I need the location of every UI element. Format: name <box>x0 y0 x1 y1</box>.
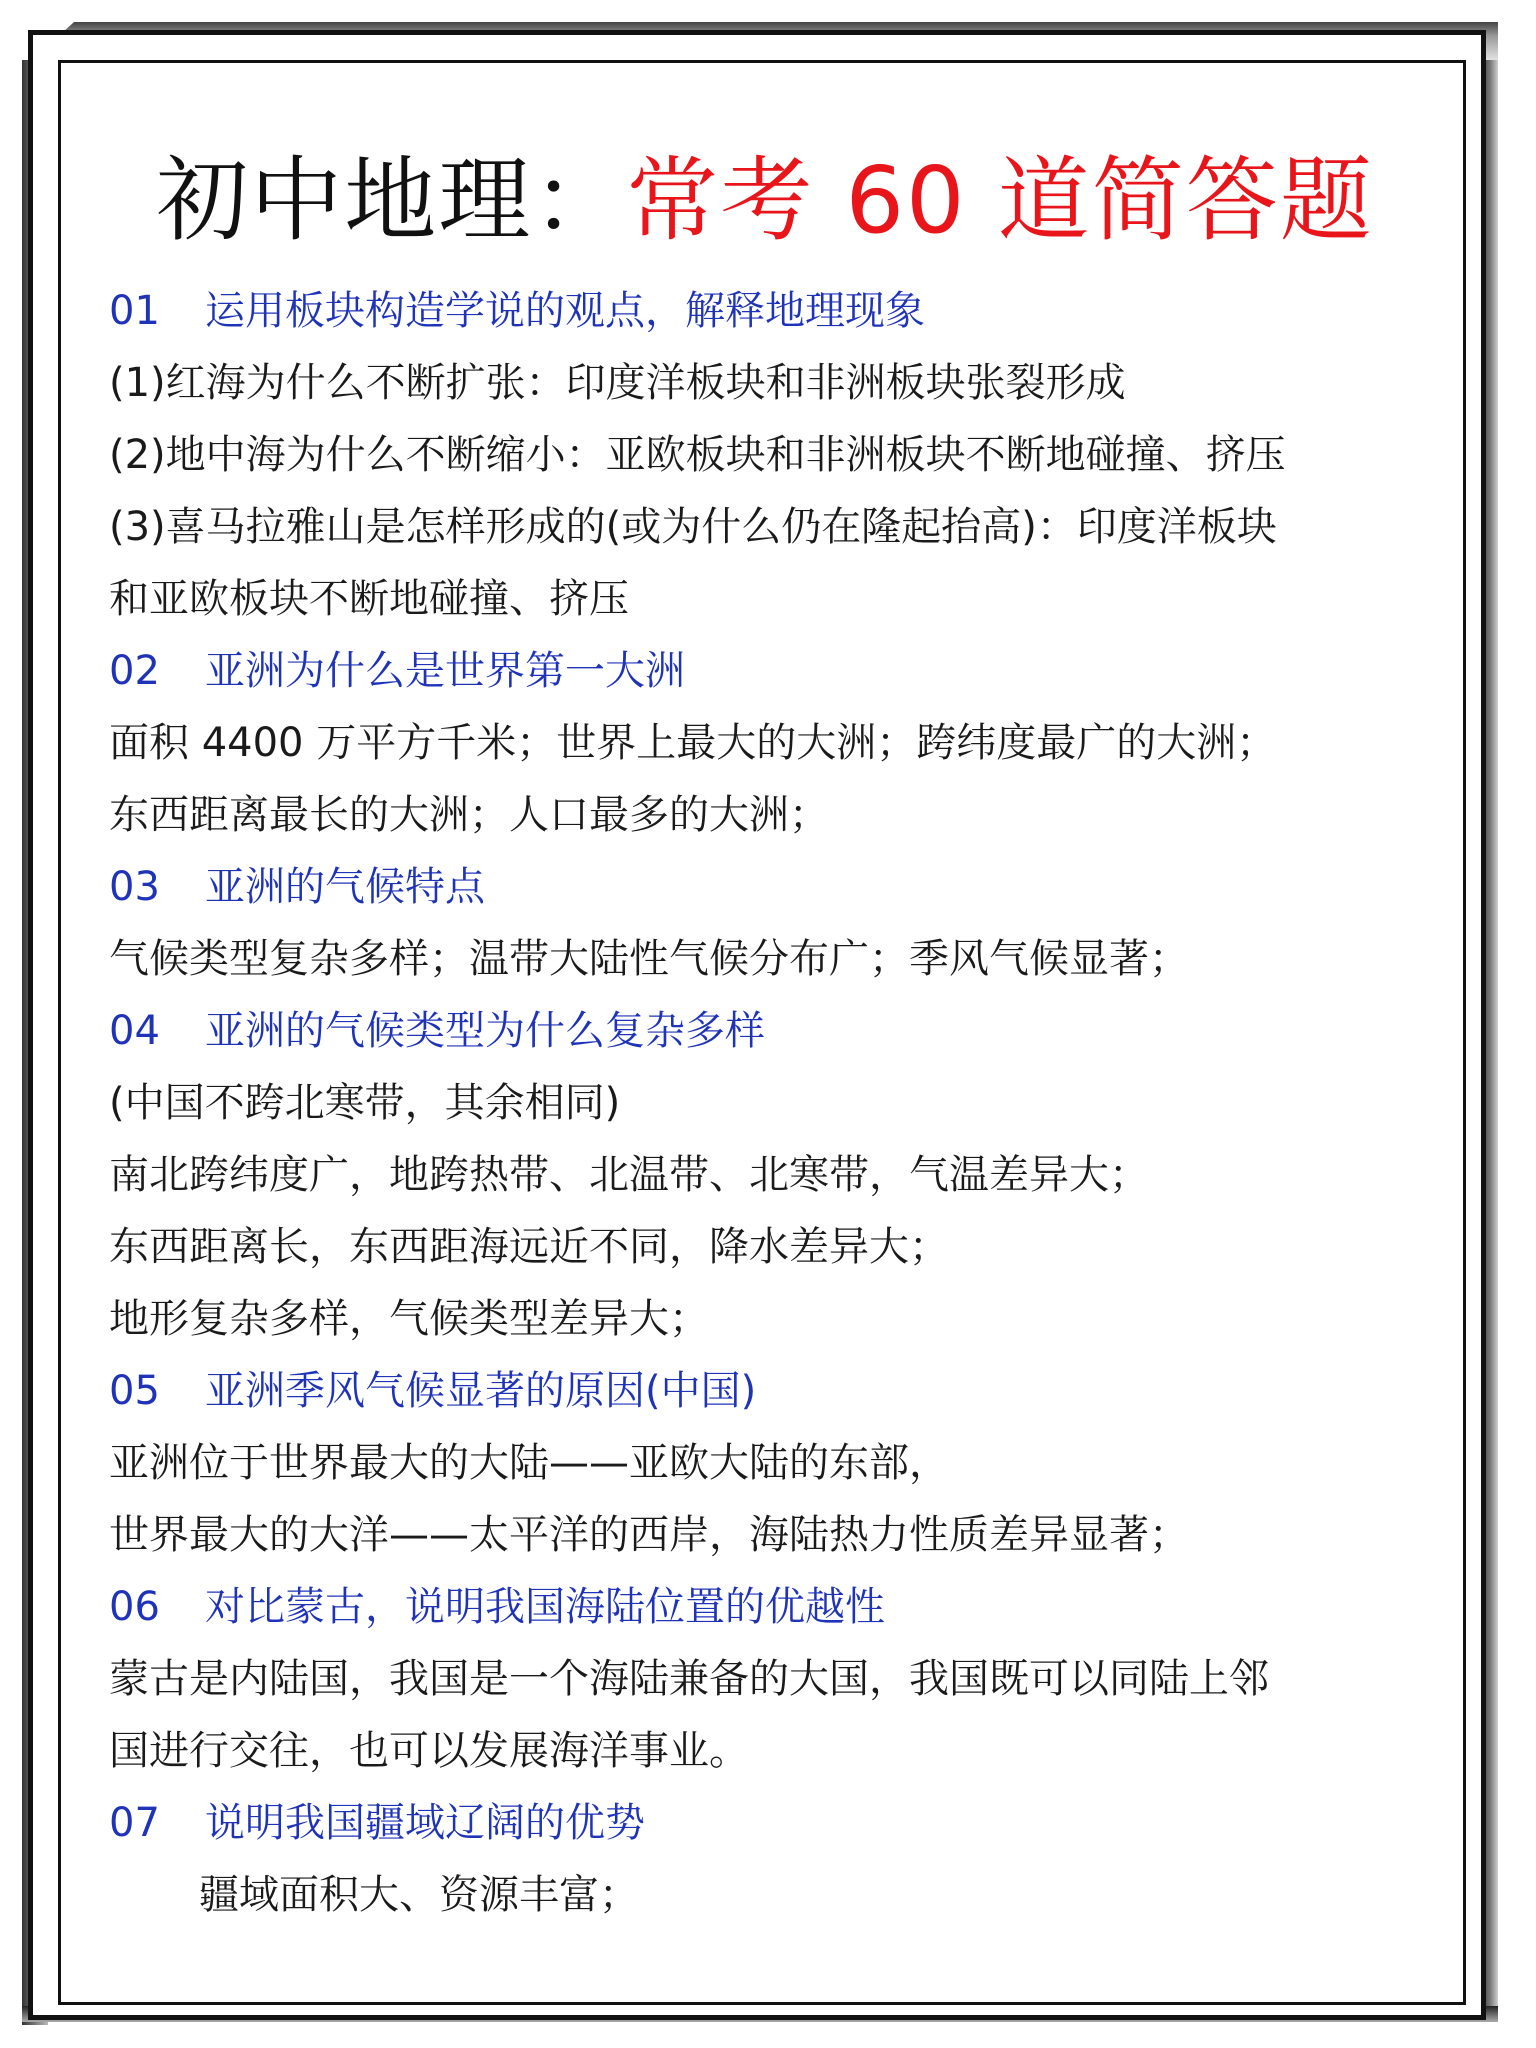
answer-line: (2)地中海为什么不断缩小：亚欧板块和非洲板块不断地碰撞、挤压 <box>109 432 1286 478</box>
question-number: 06 <box>109 1584 160 1630</box>
answer-line: 南北跨纬度广，地跨热带、北温带、北寒带，气温差异大； <box>109 1152 1149 1198</box>
answer-line: 世界最大的大洋——太平洋的西岸，海陆热力性质差异显著； <box>109 1512 1189 1558</box>
answer-line: 东西距离最长的大洲；人口最多的大洲； <box>109 792 829 838</box>
answer-line: 气候类型复杂多样；温带大陆性气候分布广；季风气候显著； <box>109 936 1189 982</box>
answer-line: 和亚欧板块不断地碰撞、挤压 <box>109 576 629 622</box>
question-text: 亚洲的气候特点 <box>205 864 485 910</box>
question-text: 运用板块构造学说的观点，解释地理现象 <box>205 288 925 334</box>
answer-line: 地形复杂多样，气候类型差异大； <box>109 1296 709 1342</box>
question-number: 07 <box>109 1800 160 1846</box>
question-text: 亚洲季风气候显著的原因(中国) <box>205 1368 757 1414</box>
question-heading <box>109 995 1459 1067</box>
question-number: 02 <box>109 648 160 694</box>
question-number: 04 <box>109 1008 160 1054</box>
question-text: 对比蒙古，说明我国海陆位置的优越性 <box>205 1584 885 1630</box>
answer-line: (中国不跨北寒带，其余相同) <box>109 1080 621 1126</box>
title-prefix: 初中地理： <box>156 147 627 254</box>
answer-line: (1)红海为什么不断扩张：印度洋板块和非洲板块张裂形成 <box>109 360 1126 406</box>
question-number: 03 <box>109 864 160 910</box>
question-text: 亚洲的气候类型为什么复杂多样 <box>205 1008 765 1054</box>
question-text: 亚洲为什么是世界第一大洲 <box>205 648 685 694</box>
answer-line: 疆域面积大、资源丰富； <box>199 1872 639 1918</box>
answer-line: (3)喜马拉雅山是怎样形成的(或为什么仍在隆起抬高)：印度洋板块 <box>109 504 1277 550</box>
answer-line: 国进行交往，也可以发展海洋事业。 <box>109 1728 749 1774</box>
question-number: 05 <box>109 1368 160 1414</box>
paper-sheet <box>58 60 1466 2005</box>
answer-line: 东西距离长，东西距海远近不同，降水差异大； <box>109 1224 949 1270</box>
page-title <box>61 141 1469 261</box>
question-heading <box>109 851 1459 923</box>
title-highlight: 常考 60 道简答题 <box>626 147 1374 254</box>
question-number: 01 <box>109 288 160 334</box>
qa-list <box>109 275 1459 1931</box>
question-heading <box>109 275 1459 347</box>
question-heading <box>109 635 1459 707</box>
question-heading <box>109 1787 1459 1859</box>
answer-line: 亚洲位于世界最大的大陆——亚欧大陆的东部， <box>109 1440 949 1486</box>
question-heading <box>109 1571 1459 1643</box>
answer-line: 蒙古是内陆国，我国是一个海陆兼备的大国，我国既可以同陆上邻 <box>109 1656 1269 1702</box>
question-heading <box>109 1355 1459 1427</box>
answer-line: 面积 4400 万平方千米；世界上最大的大洲；跨纬度最广的大洲； <box>109 720 1277 766</box>
question-text: 说明我国疆域辽阔的优势 <box>205 1800 645 1846</box>
